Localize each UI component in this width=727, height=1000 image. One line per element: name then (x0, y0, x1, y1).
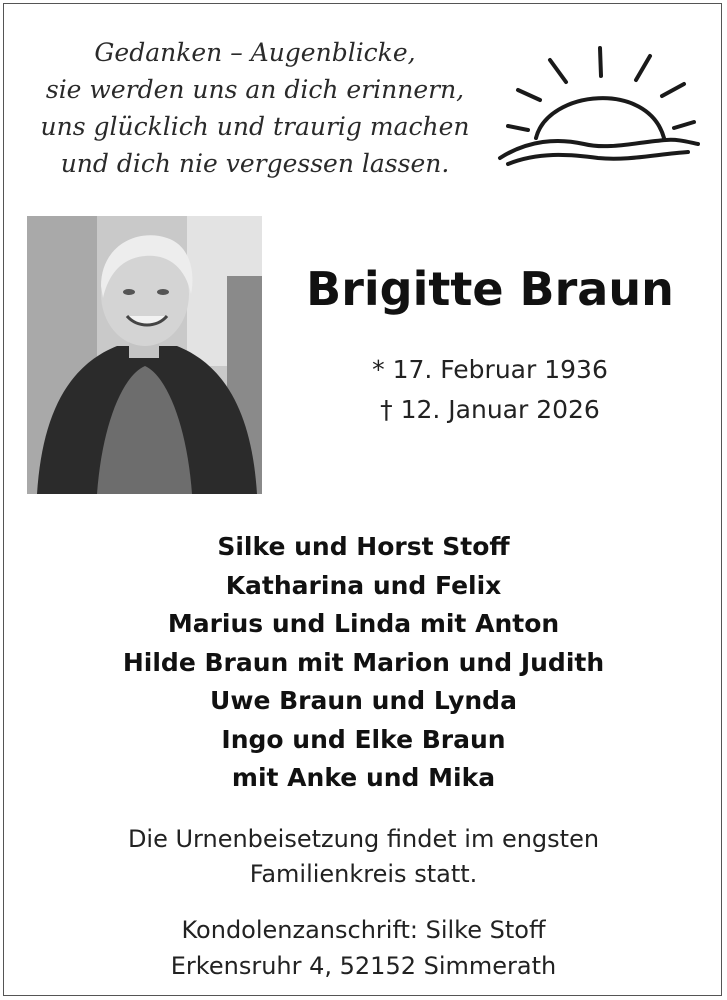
portrait-photo (27, 216, 262, 494)
portrait-image (27, 216, 262, 494)
birth-date: * 17. Februar 1936 (372, 355, 608, 384)
family-line: Ingo und Elke Braun (221, 724, 506, 754)
condolence-address (0, 912, 727, 984)
poem-line: sie werden uns an dich erinnern, (45, 75, 465, 104)
memorial-poem (20, 34, 490, 182)
family-line: Hilde Braun mit Marion und Judith (122, 647, 605, 677)
family-list (0, 528, 727, 798)
deceased-name: Brigitte Braun (306, 262, 674, 316)
death-date: † 12. Januar 2026 (380, 395, 600, 424)
life-dates (340, 350, 640, 430)
poem-line: und dich nie vergessen lassen. (60, 149, 450, 178)
family-line: Katharina und Felix (225, 570, 502, 600)
contact-line: Kondolenzanschrift: Silke Stoff (181, 916, 546, 944)
contact-line: Erkensruhr 4, 52152 Simmerath (170, 952, 557, 980)
poem-line: uns glücklich und traurig machen (40, 112, 470, 141)
family-line: Silke und Horst Stoff (217, 532, 510, 561)
family-line: Uwe Braun und Lynda (210, 686, 517, 715)
notice-line: Die Urnenbeisetzung findet im engsten (127, 825, 600, 853)
burial-notice (0, 822, 727, 892)
rising-sun-icon (488, 40, 708, 170)
family-line: mit Anke und Mika (231, 763, 496, 792)
poem-line: Gedanken – Augenblicke, (94, 38, 416, 67)
notice-line: Familienkreis statt. (249, 860, 478, 888)
family-line: Marius und Linda mit Anton (167, 609, 560, 638)
